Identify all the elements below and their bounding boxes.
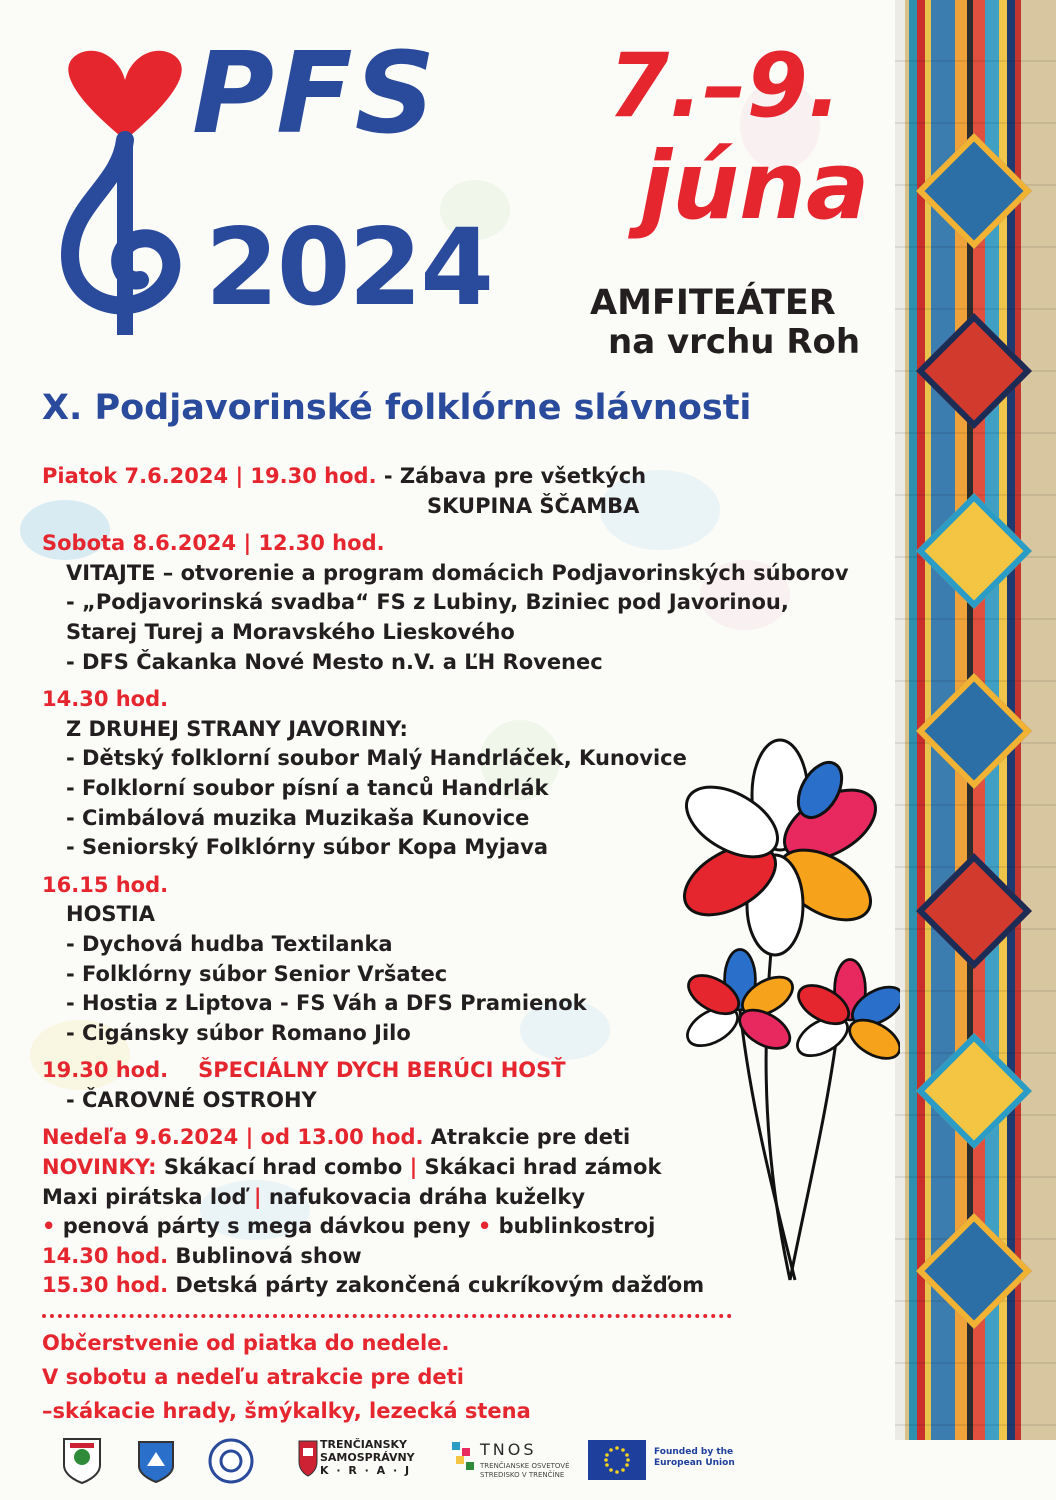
- divider: [42, 1314, 732, 1318]
- tsk-line: K · R · A · J: [320, 1464, 412, 1477]
- time-1530: 15.30 hod.: [42, 1273, 169, 1298]
- eu-logo-text: [654, 1447, 735, 1469]
- footer-line: V sobotu a nedeľu atrakcie pre deti: [42, 1365, 464, 1389]
- tnos-logo-text: TNOS: [480, 1440, 537, 1459]
- tnos-sub-line: STREDISKO V TRENČÍNE: [480, 1471, 565, 1479]
- time-1615: 16.15 hod.: [42, 872, 169, 897]
- logo-year: 2024: [205, 206, 493, 329]
- list-item: VITAJTE – otvorenie a program domácich Podjavorinských súborov: [66, 560, 849, 585]
- saturday-date: Sobota 8.6.2024 | 12.30 hod.: [42, 531, 385, 556]
- eu-line: Founded by the: [654, 1447, 734, 1457]
- eu-flag-icon: [588, 1440, 646, 1480]
- sunday-date: Nedeľa 9.6.2024 | od 13.00 hod.: [42, 1125, 424, 1150]
- novinky-item: Skákaci hrad zámok: [417, 1155, 662, 1180]
- sunday-event: Atrakcie pre deti: [423, 1125, 631, 1150]
- flower-bouquet-icon: [640, 720, 900, 1300]
- list-item: - „Podjavorinská svadba“ FS z Lubiny, Bziniec pod Javorinou,: [66, 590, 789, 615]
- logo-title: PFS: [192, 29, 438, 159]
- tsk-line: TRENČIANSKY: [320, 1438, 407, 1451]
- tsk-logo-text: [320, 1438, 415, 1477]
- bubble-show: Bublinová show: [168, 1243, 362, 1268]
- novinky-item: nafukovacia dráha kuželky: [261, 1184, 586, 1209]
- novinky-item: Maxi pirátska loď: [42, 1184, 254, 1209]
- list-item: - Cigánsky súbor Romano Jilo: [66, 1020, 411, 1045]
- list-item: Starej Turej a Moravského Lieskového: [66, 619, 515, 644]
- time-1930: 19.30 hod.: [42, 1058, 169, 1083]
- eu-line: European Union: [654, 1458, 735, 1468]
- list-item: Z DRUHEJ STRANY JAVORINY:: [66, 716, 408, 741]
- coat-of-arms-icon: [137, 1440, 175, 1484]
- tnos-subtitle: [480, 1462, 570, 1480]
- list-item: HOSTIA: [66, 902, 155, 927]
- list-item: - DFS Čakanka Nové Mesto n.V. a ĽH Rovenec: [66, 649, 603, 674]
- list-item: - Cimbálová muzika Muzikaša Kunovice: [66, 805, 530, 830]
- festival-subtitle: X. Podjavorinské folklórne slávnosti: [42, 388, 752, 428]
- coat-of-arms-icon: [62, 1437, 102, 1485]
- novinky-item: penová párty s mega dávkou peny: [55, 1214, 478, 1239]
- special-guest: ŠPECIÁLNY DYCH BERÚCI HOSŤ: [198, 1058, 566, 1083]
- tsk-line: SAMOSPRÁVNY: [320, 1451, 415, 1464]
- list-item: - Hostia z Liptova - FS Váh a DFS Pramienok: [66, 991, 587, 1016]
- time-1430-sunday: 14.30 hod.: [42, 1243, 169, 1268]
- bullet: •: [42, 1214, 56, 1239]
- novinky-item: bublinkostroj: [491, 1214, 656, 1239]
- heart-clef-icon: [50, 45, 200, 345]
- venue-name: AMFITEÁTER: [590, 283, 836, 323]
- seal-icon: [208, 1438, 254, 1484]
- friday-event: - Zábava pre všetkých: [376, 464, 647, 488]
- novinky-label: NOVINKY:: [42, 1155, 157, 1180]
- kids-party: Detská párty zakončená cukríkovým dažďom: [168, 1273, 705, 1298]
- time-1430: 14.30 hod.: [42, 687, 169, 712]
- textile-border: [895, 0, 1056, 1440]
- list-item: - Dětský folklorní soubor Malý Handrláček, Kunovice: [66, 746, 687, 771]
- footer-line: –skákacie hrady, šmýkalky, lezecká stena: [42, 1399, 531, 1423]
- bullet: •: [477, 1214, 492, 1239]
- list-item: - Dychová hudba Textilanka: [66, 931, 393, 956]
- friday-date: Piatok 7.6.2024 | 19.30 hod.: [42, 464, 377, 488]
- novinky-item: Skákací hrad combo: [156, 1155, 410, 1180]
- separator: |: [253, 1184, 262, 1209]
- coat-of-arms-icon: [298, 1440, 318, 1478]
- friday-band: SKUPINA ŠČAMBA: [427, 493, 640, 518]
- tnos-sub-line: TRENČIANSKE OSVETOVÉ: [480, 1462, 570, 1470]
- festival-dates: 7.–9.: [608, 34, 842, 137]
- venue-location: na vrchu Roh: [608, 322, 861, 362]
- tnos-logo-icon: [452, 1442, 478, 1476]
- footer-line: Občerstvenie od piatka do nedele.: [42, 1331, 450, 1355]
- separator: |: [409, 1155, 418, 1180]
- friday-line: [42, 462, 902, 492]
- list-item: - Seniorský Folklórny súbor Kopa Myjava: [66, 835, 549, 860]
- list-item: - Folklórny súbor Senior Vršatec: [66, 961, 448, 986]
- footer-note: [42, 1326, 531, 1428]
- list-item: - ČAROVNÉ OSTROHY: [66, 1087, 317, 1112]
- festival-month: júna: [640, 132, 870, 241]
- list-item: - Folklorní soubor písní a tanců Handrlák: [66, 775, 549, 800]
